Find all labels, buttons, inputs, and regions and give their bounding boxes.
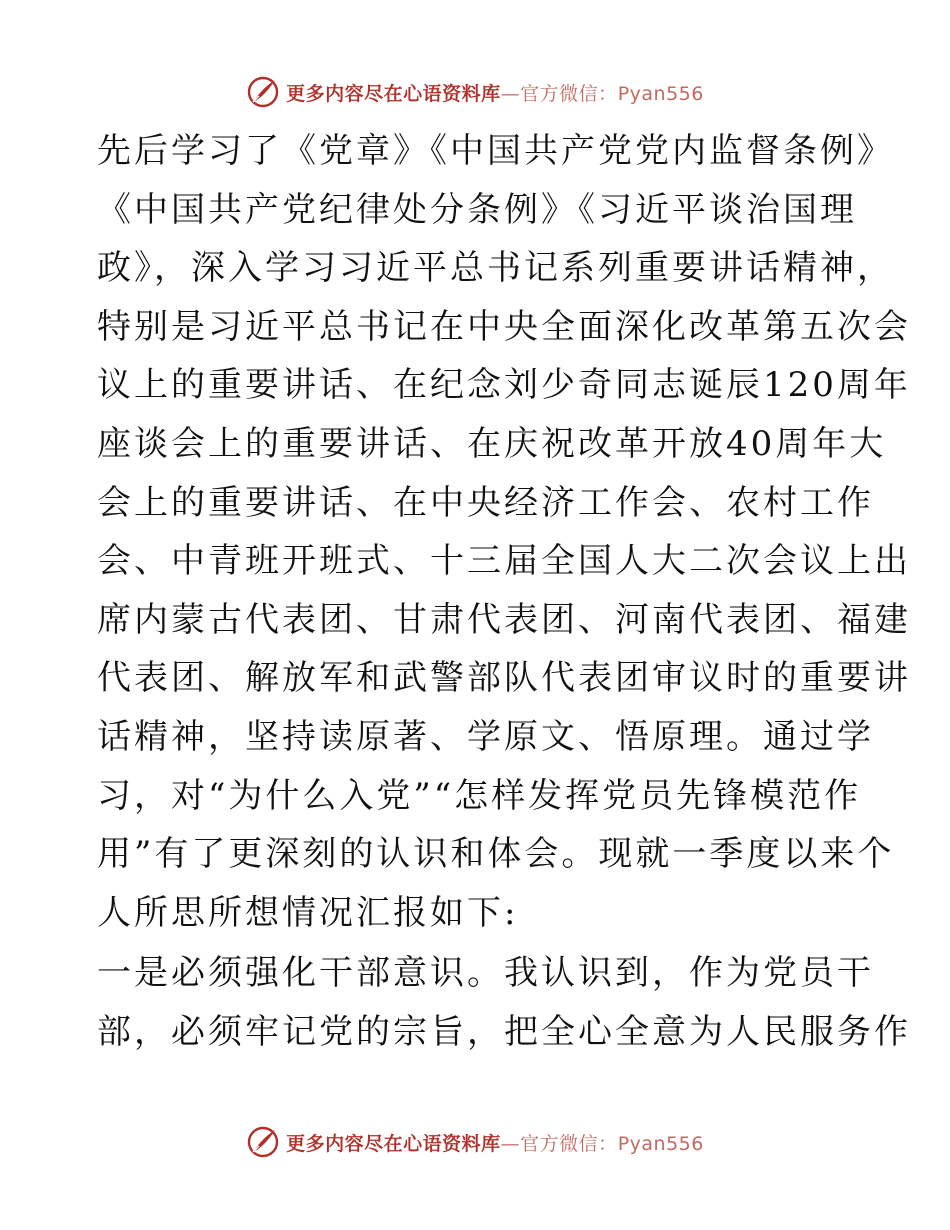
text-line: 习，对“为什么入党”“怎样发挥党员先锋模范作: [97, 775, 862, 816]
footer-watermark: [0, 1122, 950, 1162]
text-line: 特别是习近平总书记在中央全面深化改革第五次会: [97, 306, 911, 347]
paragraph-1: [97, 122, 911, 942]
watermark-account: Pyan556: [617, 82, 704, 105]
watermark-brand: 更多内容尽在心语资料库: [286, 82, 501, 105]
watermark-brand: 更多内容尽在心语资料库: [286, 1132, 501, 1155]
text-line: 席内蒙古代表团、甘肃代表团、河南代表团、福建: [97, 599, 911, 640]
text-line: 一是必须强化干部意识。我认识到，作为党员干: [97, 953, 874, 993]
text-line: 先后学习了《党章》《中国共产党党内监督条例》: [97, 131, 894, 171]
paragraph-2: [97, 944, 911, 1061]
watermark-text: [286, 1129, 704, 1156]
header-watermark: [0, 72, 950, 112]
watermark-account: Pyan556: [617, 1132, 704, 1155]
text-line: 话精神，坚持读原著、学原文、悟原理。通过学: [97, 716, 874, 757]
feather-pen-logo-icon: [246, 1125, 280, 1159]
text-line: 《中国共产党纪律处分条例》《习近平谈治国理: [97, 189, 857, 230]
text-line: 部，必须牢记党的宗旨，把全心全意为人民服务作: [97, 1011, 911, 1052]
watermark-separator: —: [500, 1132, 521, 1155]
feather-pen-logo-icon: [246, 75, 280, 109]
watermark-separator: —: [500, 82, 521, 105]
watermark-wechat-label: 官方微信：: [520, 82, 618, 105]
text-line: 会、中青班开班式、十三届全国人大二次会议上出: [97, 541, 911, 582]
text-line: 会上的重要讲话、在中央经济工作会、农村工作: [97, 482, 874, 523]
text-line: 人所思所想情况汇报如下:: [97, 892, 519, 933]
watermark-wechat-label: 官方微信：: [520, 1132, 618, 1155]
text-line: 用”有了更深刻的认识和体会。现就一季度以来个: [97, 834, 895, 875]
text-line: 议上的重要讲话、在纪念刘少奇同志诞辰120周年: [97, 365, 911, 406]
text-line: 政》，深入学习习近平总书记系列重要讲话精神，: [97, 248, 894, 289]
text-line: 座谈会上的重要讲话、在庆祝改革开放40周年大: [97, 423, 887, 464]
watermark-text: [286, 79, 704, 106]
text-line: 代表团、解放军和武警部队代表团审议时的重要讲: [97, 658, 911, 699]
